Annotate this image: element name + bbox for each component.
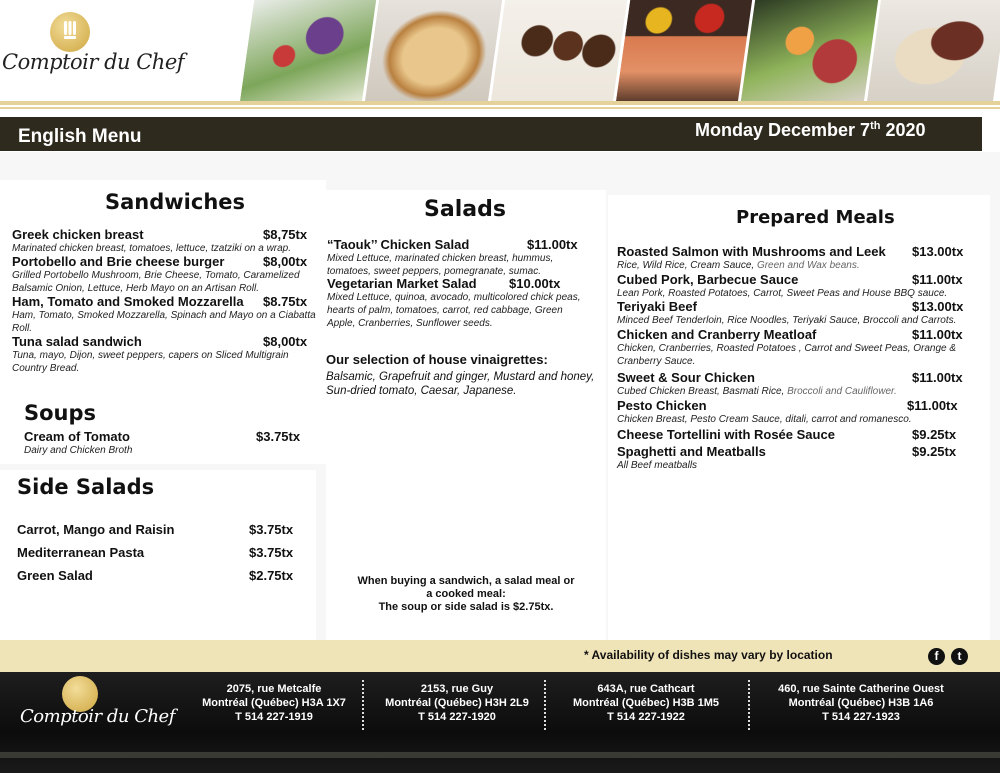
item-name: Cubed Pork, Barbecue Sauce — [617, 272, 799, 287]
promo-line: The soup or side salad is $2.75tx. — [378, 601, 554, 613]
desc-text-gray: Green and Wax beans. — [756, 260, 860, 271]
item-name: Pesto Chicken — [617, 398, 707, 413]
item-name: Teriyaki Beef — [617, 299, 697, 314]
item-price: $9.25tx — [912, 444, 957, 459]
item-price: $8.75tx — [263, 294, 308, 309]
item-description: Dairy and Chicken Broth — [24, 445, 133, 456]
menu-date — [695, 120, 926, 141]
availability-note: * Availability of dishes may vary by location — [584, 648, 833, 662]
location-address — [758, 682, 964, 724]
item-description: Tuna, mayo, Dijon, sweet peppers, capers on Sliced Multigrain Country Bread. — [12, 350, 289, 374]
location-city: Montréal (Québec) H3B 1A6 — [788, 697, 934, 709]
menu-title: English Menu — [18, 126, 142, 147]
menu-item — [12, 294, 317, 335]
item-description: Mixed Lettuce, quinoa, avocado, multicolored chick peas, hearts of palm, tomatoes, carrot, red cabbage, Green Apple, Cranberries, Sunflower seeds. — [327, 292, 581, 329]
item-name: Cheese Tortellini with Rosée Sauce — [617, 427, 835, 442]
item-price: $13.00tx — [912, 244, 964, 259]
date-prefix: Monday December 7 — [695, 120, 871, 140]
promo-line: When buying a sandwich, a salad meal or — [357, 575, 575, 587]
item-description — [617, 385, 973, 398]
date-year: 2020 — [880, 120, 926, 140]
prepared-meals-title: Prepared Meals — [736, 207, 895, 228]
salad-photo — [237, 0, 381, 102]
location-phone: T 514 227-1919 — [235, 711, 313, 723]
menu-item — [617, 444, 973, 472]
side-salad-price: $3.75tx — [249, 545, 294, 560]
location-phone: T 514 227-1922 — [607, 711, 685, 723]
item-price: $8,00tx — [263, 254, 308, 269]
item-description: All Beef meatballs — [617, 460, 698, 471]
item-name: Tuna salad sandwich — [12, 334, 142, 349]
menu-item — [617, 244, 973, 272]
item-description: Grilled Portobello Mushroom, Brie Cheese, Tomato, Caramelized Balsamic Onion, Lettuce, Herb Mayo on an Artisan Roll. — [12, 270, 300, 294]
item-price: $8,75tx — [263, 227, 308, 242]
footer-band — [0, 752, 1000, 758]
sandwiches-title: Sandwiches — [105, 190, 246, 214]
twitter-icon[interactable]: t — [951, 648, 968, 665]
item-name: Sweet & Sour Chicken — [617, 370, 755, 385]
side-salads-title: Side Salads — [17, 475, 155, 499]
location-phone: T 514 227-1923 — [822, 711, 900, 723]
menu-item — [617, 272, 973, 300]
item-name: Greek chicken breast — [12, 227, 144, 242]
menu-item — [12, 254, 317, 295]
item-description: Chicken, Cranberries, Roasted Potatoes , Carrot and Sweet Peas, Orange & Cranberry Sauce. — [617, 343, 957, 367]
item-price: $11.00tx — [912, 327, 963, 342]
brand-logo — [0, 0, 250, 100]
item-description — [617, 259, 973, 272]
item-price: $11.00tx — [527, 237, 578, 252]
menu-item — [617, 427, 973, 442]
location-phone: T 514 227-1920 — [418, 711, 496, 723]
soups-title: Soups — [24, 401, 97, 425]
menu-item — [12, 334, 317, 375]
item-description: Minced Beef Tenderloin, Rice Noodles, Teriyaki Sauce, Broccoli and Carrots. — [617, 315, 957, 326]
location-city: Montréal (Québec) H3H 2L9 — [385, 697, 529, 709]
item-description: Lean Pork, Roasted Potatoes, Carrot, Sweet Peas and House BBQ sauce. — [617, 288, 948, 299]
item-description: Mixed Lettuce, marinated chicken breast, hummus, tomatoes, sweet peppers, pomegranate, sumac. — [327, 253, 554, 277]
salmon-photo — [613, 0, 757, 102]
muffins-photo — [487, 0, 631, 102]
wrap-photo — [863, 0, 1000, 102]
date-suffix-sup: th — [870, 120, 881, 132]
combo-promo — [344, 575, 588, 614]
brand-name: Comptoir du Chef — [2, 50, 185, 74]
salads-title: Salads — [424, 197, 506, 222]
item-price: $11.00tx — [912, 370, 963, 385]
sandwich-photo — [362, 0, 506, 102]
item-price: $9.25tx — [912, 427, 957, 442]
side-salad-price: $3.75tx — [249, 522, 294, 537]
location-city: Montréal (Québec) H3A 1X7 — [202, 697, 346, 709]
item-name: Cream of Tomato — [24, 429, 130, 444]
side-salad-price: $2.75tx — [249, 568, 294, 583]
meal-salad-photo — [738, 0, 882, 102]
location-street: 2153, rue Guy — [420, 683, 494, 695]
item-name: Ham, Tomato and Smoked Mozzarella — [12, 294, 244, 309]
item-price: $10.00tx — [509, 276, 561, 291]
item-description: Ham, Tomato, Smoked Mozzarella, Spinach and Mayo on a Ciabatta Roll. — [12, 310, 316, 334]
location-divider — [362, 680, 364, 730]
location-address — [188, 682, 360, 724]
location-address — [372, 682, 542, 724]
location-street: 2075, rue Metcalfe — [226, 683, 322, 695]
side-salad-name: Carrot, Mango and Raisin — [17, 522, 175, 537]
menu-item — [12, 227, 317, 255]
location-street: 460, rue Sainte Catherine Ouest — [778, 683, 944, 695]
menu-item — [327, 237, 589, 278]
side-salad-name: Mediterranean Pasta — [17, 545, 145, 560]
item-name: Chicken and Cranberry Meatloaf — [617, 327, 817, 342]
vinaigrettes-title: Our selection of house vinaigrettes: — [326, 352, 548, 367]
item-name: Vegetarian Market Salad — [327, 276, 477, 291]
location-divider — [544, 680, 546, 730]
item-price: $11.00tx — [912, 272, 963, 287]
desc-text: Rice, Wild Rice, Cream Sauce, — [617, 260, 757, 271]
desc-text: Cubed Chicken Breast, Basmati Rice, — [617, 386, 788, 397]
side-salad-name: Green Salad — [17, 568, 93, 583]
chef-hat-glyph — [63, 21, 77, 41]
facebook-icon[interactable]: f — [928, 648, 945, 665]
header-divider — [0, 101, 1000, 105]
item-name: Portobello and Brie cheese burger — [12, 254, 225, 269]
menu-item — [617, 398, 973, 426]
item-price: $3.75tx — [256, 429, 301, 444]
menu-item — [617, 370, 973, 398]
item-name: “Taouk’’ Chicken Salad — [327, 237, 470, 252]
menu-item — [24, 429, 314, 457]
item-name: Spaghetti and Meatballs — [617, 444, 766, 459]
vinaigrettes-note — [326, 352, 606, 398]
item-description: Chicken Breast, Pesto Cream Sauce, ditali, carrot and romanesco. — [617, 414, 912, 425]
chef-hat-icon — [50, 12, 90, 52]
vinaigrettes-list: Balsamic, Grapefruit and ginger, Mustard and honey, Sun-dried tomato, Caesar, Japanese. — [326, 371, 595, 397]
item-description: Marinated chicken breast, tomatoes, lettuce, tzatziki on a wrap. — [12, 243, 292, 254]
item-price: $8,00tx — [263, 334, 308, 349]
location-divider — [748, 680, 750, 730]
menu-item — [617, 327, 973, 368]
item-price: $13.00tx — [912, 299, 964, 314]
location-address — [556, 682, 736, 724]
availability-bar — [0, 640, 1000, 672]
location-street: 643A, rue Cathcart — [597, 683, 695, 695]
item-name: Roasted Salmon with Mushrooms and Leek — [617, 244, 886, 259]
desc-text-gray: Broccoli and Cauliflower. — [787, 386, 897, 397]
promo-line: a cooked meal: — [426, 588, 506, 600]
food-photo-strip — [248, 0, 1000, 102]
location-city: Montréal (Québec) H3B 1M5 — [572, 697, 720, 709]
footer-brand-name: Comptoir du Chef — [20, 706, 175, 727]
item-price: $11.00tx — [907, 398, 958, 413]
menu-item — [327, 276, 589, 330]
menu-item — [617, 299, 973, 327]
header-divider-thin — [0, 107, 1000, 109]
